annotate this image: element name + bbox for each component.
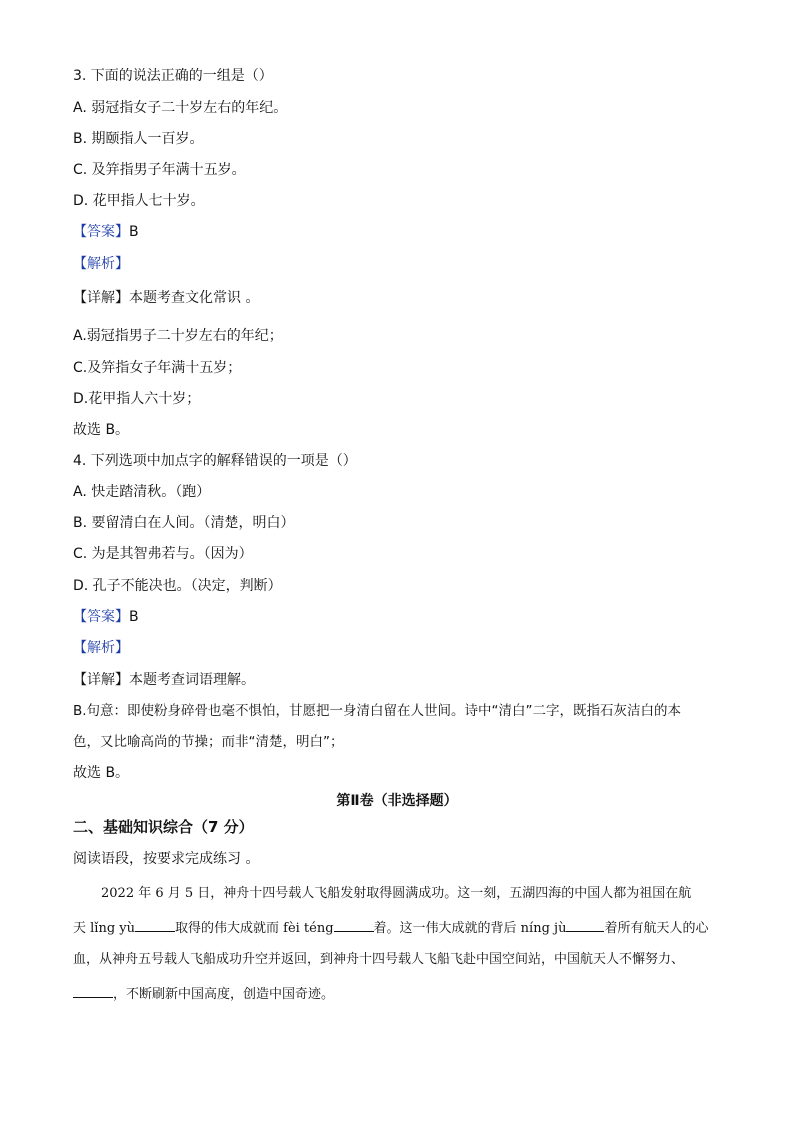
q3-explanation-d: D.花甲指人六十岁； — [73, 391, 201, 407]
q3-analysis-tag: 【解析】 — [73, 256, 129, 272]
fill-blank — [73, 983, 113, 998]
q4-explanation-line-2: 色，又比喻高尚的节操；而非“清楚，明白”； — [73, 734, 344, 750]
q4-detail — [73, 670, 255, 690]
passage-text: 着所有航天人的心 — [604, 921, 709, 936]
detail-tag: 【详解】 — [73, 290, 129, 306]
section-title: 二、基础知识综合（7 分） — [73, 818, 254, 836]
detail-text: 本题考查文化常识 。 — [129, 290, 260, 306]
passage-line-2 — [73, 917, 708, 939]
q3-explanation-c: C.及笄指女子年满十五岁； — [73, 360, 242, 376]
instruction: 阅读语段，按要求完成练习 。 — [73, 851, 260, 867]
passage-text: 着。这一伟大成就的背后 níng jù — [373, 921, 567, 936]
passage-text: ，不断刷新中国高度，创造中国奇迹。 — [113, 987, 335, 1002]
answer-tag: 【答案】 — [73, 609, 129, 625]
q4-analysis-tag: 【解析】 — [73, 640, 129, 656]
q3-option-a: A. 弱冠指女子二十岁左右的年纪。 — [73, 100, 288, 116]
q4-explanation-line-1: B.句意：即使粉身碎骨也毫不惧怕，甘愿把一身清白留在人世间。诗中“清白”二字，既指石灰洁白的本 — [73, 703, 682, 719]
q4-option-c: C. 为是其智弗若与。（因为） — [73, 546, 253, 562]
passage-line-4 — [73, 983, 334, 1005]
q3-option-d: D. 花甲指人七十岁。 — [73, 193, 205, 209]
q4-answer — [73, 607, 139, 627]
fill-blank — [135, 917, 175, 932]
detail-text: 本题考查词语理解。 — [129, 672, 255, 688]
part-heading: 第Ⅱ卷（非选择题） — [336, 793, 458, 809]
q3-stem: 3. 下面的说法正确的一组是（） — [73, 68, 273, 84]
q4-option-d: D. 孔子不能决也。（决定，判断） — [73, 578, 282, 594]
q4-option-b: B. 要留清白在人间。（清楚，明白） — [73, 515, 295, 531]
passage-line-3: 血，从神舟五号载人飞船成功升空并返回，到神舟十四号载人飞船飞赴中国空间站，中国航天人不懈努力、 — [73, 952, 685, 967]
q3-option-b: B. 期颐指人一百岁。 — [73, 131, 204, 147]
answer-value: B — [129, 224, 139, 240]
detail-tag: 【详解】 — [73, 672, 129, 688]
fill-blank — [566, 917, 604, 932]
passage-text: 取得的伟大成就而 fèi téng — [175, 921, 334, 936]
passage-text: 天 lǐng yù — [73, 921, 135, 936]
q3-explanation-a: A.弱冠指男子二十岁左右的年纪； — [73, 328, 283, 344]
answer-value: B — [129, 609, 139, 625]
q4-stem: 4. 下列选项中加点字的解释错误的一项是（） — [73, 453, 357, 469]
fill-blank — [334, 917, 374, 932]
q3-detail — [73, 288, 259, 308]
passage-line-1: 2022 年 6 月 5 日，神舟十四号载人飞船发射取得圆满成功。这一刻，五湖四海的中国人都为祖国在航 — [101, 886, 692, 901]
q3-option-c: C. 及笄指男子年满十五岁。 — [73, 162, 246, 178]
q3-answer — [73, 222, 139, 242]
answer-tag: 【答案】 — [73, 224, 129, 240]
q4-conclusion: 故选 B。 — [73, 765, 130, 781]
q3-conclusion: 故选 B。 — [73, 422, 130, 438]
q4-option-a: A. 快走踏清秋。（跑） — [73, 484, 211, 500]
